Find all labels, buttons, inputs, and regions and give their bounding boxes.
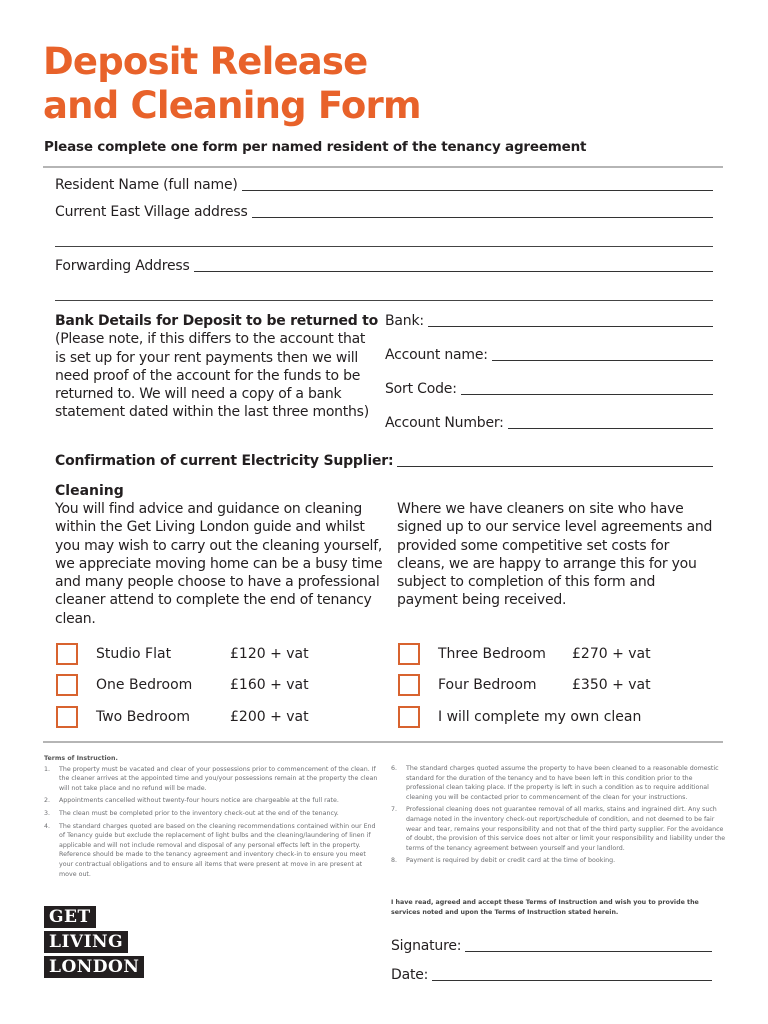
option-price: £200 + vat <box>230 709 309 725</box>
checkbox-three-bedroom[interactable] <box>398 643 420 665</box>
bank-details-note: (Please note, if this differs to the account that is set up for your rent payments then we will need proof of the account for the funds to be returned to. We will need a copy of a bank statement dated within the last three months) <box>55 331 369 421</box>
forwarding-address-row <box>55 258 713 274</box>
terms-item <box>391 856 726 866</box>
terms-item <box>44 796 379 806</box>
terms-item-text: Payment is required by debit or credit card at the time of booking. <box>406 857 616 865</box>
resident-name-row <box>55 177 713 193</box>
option-name: Studio Flat <box>96 646 172 662</box>
option-name: I will complete my own clean <box>438 709 642 725</box>
signature-label: Signature: <box>391 938 462 954</box>
electricity-supplier-label: Confirmation of current Electricity Supplier: <box>55 453 394 469</box>
title-line-1: Deposit Release <box>43 40 368 83</box>
cleaning-info-left: You will find advice and guidance on cleaning within the Get Living London guide and whilst you may wish to carry out the cleaning yourself, we appreciate moving home can be a busy time and many people choose to have a professional cleaner attend to complete the end of tenancy clean. <box>55 501 383 627</box>
option-price: £120 + vat <box>230 646 309 662</box>
terms-item-number: 1. <box>44 765 51 773</box>
account-number-row <box>385 415 713 431</box>
terms-acceptance-statement: I have read, agreed and accept these Terms of Instruction and wish you to provide the services noted and upon the Terms of Instruction stated herein. <box>391 899 699 916</box>
resident-name-label: Resident Name (full name) <box>55 177 238 193</box>
option-own-clean[interactable] <box>398 705 718 729</box>
terms-item-number: 2. <box>44 797 51 805</box>
forwarding-address-field[interactable] <box>194 258 713 272</box>
checkbox-four-bedroom[interactable] <box>398 674 420 696</box>
checkbox-one-bedroom[interactable] <box>56 674 78 696</box>
terms-item-text: The standard charges quoted are based on the cleaning recommendations contained within our End of Tenancy guide but exclude the replacement of light bulbs and the cleaning/laundering of linen if applicable and will not include removal and disposal of any personal effects left in the property. Reference should be made to the tenancy agreement and inventory check-in to ensure you meet your contractual obligations and to ensure all items that were present at move in are present at move out. <box>59 822 376 878</box>
option-price: £270 + vat <box>572 646 651 662</box>
terms-heading: Terms of Instruction. <box>44 755 118 762</box>
date-field[interactable] <box>432 967 712 981</box>
terms-item <box>391 764 726 802</box>
option-name: Three Bedroom <box>438 646 546 662</box>
account-name-row <box>385 347 713 363</box>
cleaning-info-right: Where we have cleaners on site who have signed up to our service level agreements and provided some competitive set costs for cleans, we are happy to arrange this for you subject to completion of this form and payment being received. <box>397 501 713 609</box>
bank-details-info <box>55 312 380 422</box>
current-address-label: Current East Village address <box>55 204 248 220</box>
option-price: £160 + vat <box>230 677 309 693</box>
option-one-bedroom[interactable] <box>56 673 356 697</box>
form-title <box>43 40 421 128</box>
bank-field[interactable] <box>428 313 713 327</box>
terms-item-text: The clean must be completed prior to the inventory check-out at the end of the tenancy. <box>59 809 339 817</box>
electricity-supplier-field[interactable] <box>397 453 713 467</box>
option-name: Four Bedroom <box>438 677 537 693</box>
account-number-label: Account Number: <box>385 415 504 431</box>
option-four-bedroom[interactable] <box>398 673 718 697</box>
terms-right-column <box>391 764 726 869</box>
option-name: Two Bedroom <box>96 709 191 725</box>
sort-code-row <box>385 381 713 397</box>
terms-item-text: Professional cleaning does not guarantee removal of all marks, stains and ingrained dirt. Any such damage noted in the inventory check-out report/schedule of condition, and not deemed to be fair wear and tear, remains your responsibility and not that of the third party supplier. For the avoidance of doubt, the provision of this service does not alter or limit your responsibility and liability under the terms of the tenancy agreement between yourself and your landlord. <box>406 806 726 852</box>
signature-row <box>391 938 712 954</box>
sort-code-field[interactable] <box>461 381 713 395</box>
signature-field[interactable] <box>465 938 712 952</box>
current-address-line-2-field[interactable] <box>55 246 713 247</box>
checkbox-own-clean[interactable] <box>398 706 420 728</box>
electricity-supplier-row <box>55 453 713 469</box>
terms-item-number: 8. <box>391 857 398 865</box>
terms-item-text: Appointments cancelled without twenty-four hours notice are chargeable at the full rate. <box>59 797 339 805</box>
terms-item-number: 7. <box>391 806 398 814</box>
date-row <box>391 967 712 983</box>
terms-item-text: The standard charges quoted assume the property to have been cleaned to a reasonable domestic standard for the duration of the tenancy and to have been left in this condition prior to the professional clean taking place. If the property is left in such a condition as to require additional cleaning you will be contacted prior to commencement of the clean for your instructions. <box>406 765 719 801</box>
terms-left-column <box>44 754 379 882</box>
option-studio-flat[interactable] <box>56 642 356 666</box>
option-name: One Bedroom <box>96 677 193 693</box>
forwarding-address-line-2-field[interactable] <box>55 300 713 301</box>
bank-label: Bank: <box>385 313 424 329</box>
account-name-label: Account name: <box>385 347 488 363</box>
terms-item-number: 3. <box>44 809 51 817</box>
checkbox-two-bedroom[interactable] <box>56 706 78 728</box>
cleaning-heading: Cleaning <box>55 483 124 499</box>
terms-item-number: 4. <box>44 822 51 830</box>
header-divider <box>43 166 723 168</box>
account-name-field[interactable] <box>492 347 713 361</box>
bank-row <box>385 313 713 329</box>
form-subtitle: Please complete one form per named resident of the tenancy agreement <box>44 139 587 155</box>
checkbox-studio-flat[interactable] <box>56 643 78 665</box>
title-line-2: and Cleaning Form <box>43 84 421 127</box>
option-price: £350 + vat <box>572 677 651 693</box>
option-two-bedroom[interactable] <box>56 705 356 729</box>
option-three-bedroom[interactable] <box>398 642 718 666</box>
terms-item <box>44 809 379 819</box>
sort-code-label: Sort Code: <box>385 381 457 397</box>
terms-item <box>391 805 726 853</box>
current-address-field[interactable] <box>252 204 713 218</box>
get-living-london-logo <box>44 906 144 978</box>
current-address-row <box>55 204 713 220</box>
forwarding-address-label: Forwarding Address <box>55 258 190 274</box>
terms-item-text: The property must be vacated and clear of your possessions prior to commencement of the clean. If the cleaner arrives at the appointed time and you/your possessions remain at the property the clean will not take place and no refund will be made. <box>59 765 378 792</box>
terms-divider <box>43 741 723 743</box>
date-label: Date: <box>391 967 429 983</box>
logo-line-2: LIVING <box>44 931 128 953</box>
terms-item <box>44 822 379 880</box>
bank-details-heading: Bank Details for Deposit to be returned to <box>55 313 378 329</box>
resident-name-field[interactable] <box>242 177 713 191</box>
terms-item-number: 6. <box>391 765 398 772</box>
account-number-field[interactable] <box>508 415 713 429</box>
logo-line-1: GET <box>44 906 96 928</box>
logo-line-3: LONDON <box>44 956 144 978</box>
terms-item <box>44 765 379 794</box>
